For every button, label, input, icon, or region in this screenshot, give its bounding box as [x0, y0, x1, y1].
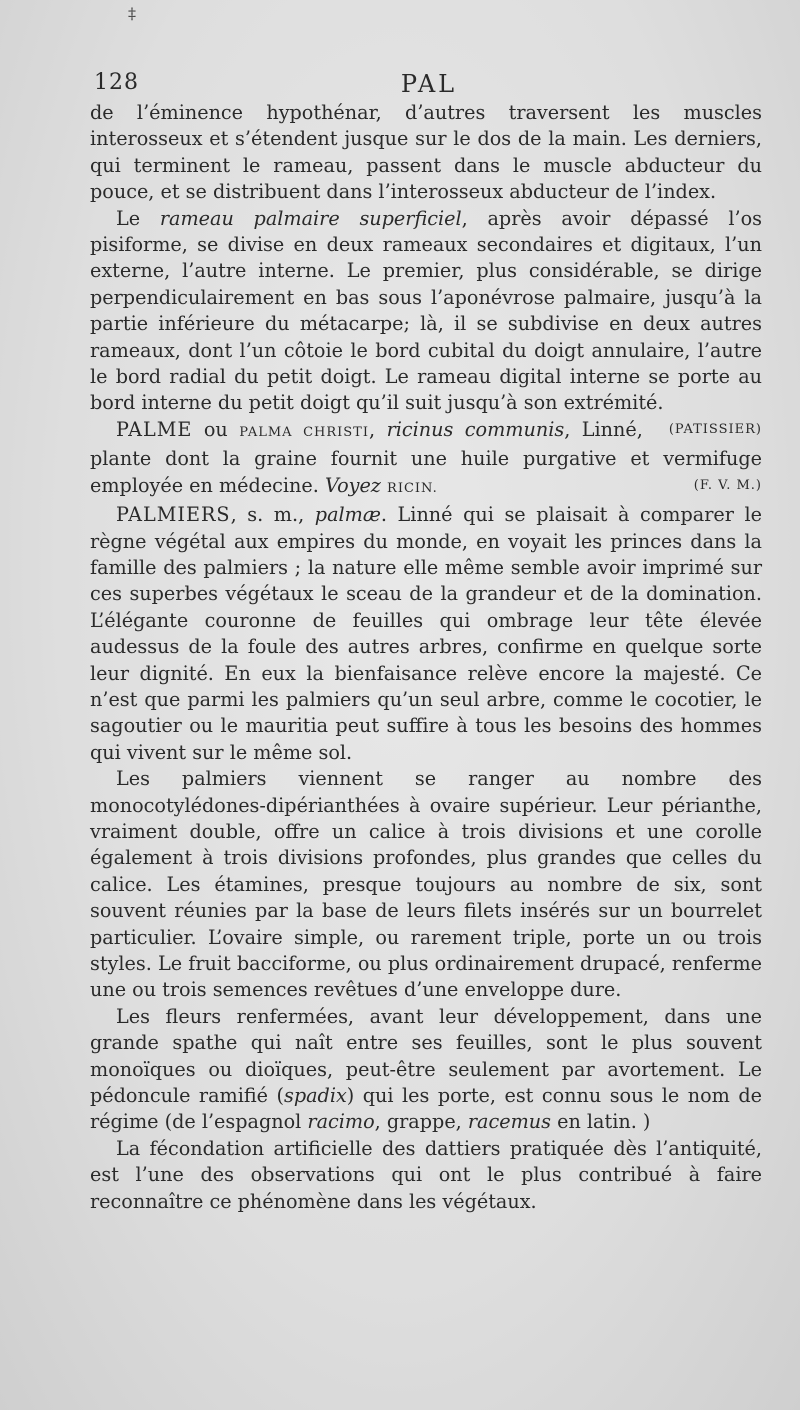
entry-palmiers — [90, 502, 762, 766]
p6-spadix: spadix — [283, 1084, 347, 1108]
p3-voyez: Voyez — [324, 473, 381, 497]
paragraph-5: Les palmiers viennent se ranger au nombre des monocotylédones-dipérianthées à ovaire supérieur. Leur périanthe, vraiment double, offre un calice à trois divisions et une corolle également à trois divisions profondes, plus grandes que celles du calice. Les étamines, presque toujours au nombre de six, sont souvent réunies par la base de leurs filets insérés sur un bourrelet particulier. L’ovaire simple, ou rarement triple, porte un ou trois styles. Le fruit bacciforme, ou plus ordinairement drupacé, renferme une ou trois semences revêtues d’une enveloppe dure. — [90, 767, 762, 1002]
p3-attribution: (F. V. M.) — [693, 477, 762, 493]
running-head — [94, 70, 764, 100]
paragraph-7: La fécondation artificielle des dattiers pratiquée dès l’antiquité, est l’une des observations qui ont le plus contribué à faire reconnaître ce phénomène dans les végétaux. — [90, 1136, 762, 1213]
p6-racimo: racimo — [307, 1110, 375, 1134]
entry-palme-headword: PALME — [116, 417, 193, 441]
entry-palmiers-headword: PALMIERS — [116, 503, 231, 527]
p2-attribution: (PATISSIER) — [668, 421, 762, 437]
p6-racemus: racemus — [467, 1110, 551, 1134]
p6-end: en latin. ) — [551, 1110, 651, 1134]
p4-rest: . Linné qui se plaisait à comparer le règne végétal aux empires du monde, en voyait les princes dans la famille des palmiers ; la nature elle même semble avoir imprimé sur ces superbes végétaux le sceau de la grandeur et de la domination. L’élégante couronne de feuilles qui ombrage leur tête élevée audessus de la foule des autres arbres, confirme en quelque sorte leur dignité. En eux la bienfaisance relève encore la majesté. Ce n’est que parmi les palmiers qu’un seul arbre, comme le cocotier, le sagoutier ou le mauritia peut suffire à tous les besoins des hommes qui vivent sur le même sol. — [90, 503, 762, 764]
p6-start: Les fleurs renfermées, avant leur développement, dans une grande spathe qui naît entre ses feuilles, sont le plus souvent monoïques ou dioïques, peut-être seulement par avortement. Le pédoncule ramifié ( — [90, 1004, 762, 1108]
p3-comma: , — [368, 417, 387, 441]
body-text — [90, 100, 762, 1215]
paragraph-1: de l’éminence hypothénar, d’autres traversent les muscles interosseux et s’étendent jusque sur le dos de la main. Les derniers, qui terminent le rameau, passent dans le muscle abducteur du pouce, et se distribuent dans l’interosseux abducteur de l’index. — [90, 101, 762, 204]
page-number: 128 — [94, 70, 139, 95]
p4-latin: palmæ — [314, 503, 381, 527]
running-title: PAL — [400, 70, 458, 98]
p2-term: rameau palmaire superficiel — [159, 206, 462, 230]
p3-small-caps: PALMA CHRISTI — [239, 424, 369, 440]
p6-mid: ) qui les porte, est connu sous le nom de régime (de l’espagnol — [90, 1084, 762, 1134]
p3-latin: ricinus communis — [386, 417, 565, 441]
p4-mid: , s. m., — [230, 503, 315, 527]
p2-rest: , après avoir dépassé l’os pisiforme, se divise en deux rameaux secondaires et digitaux, l’un externe, l’autre interne. Le premier, plus considérable, se dirige perpendiculairement en bas sous l’aponévrose palmaire, jusqu’à la partie inférieure du métacarpe; là, il se subdivise en deux autres rameaux, dont l’un côtoie le bord cubital du doigt annulaire, l’autre le bord radial du petit doigt. Le rameau digital interne se porte au bord interne du petit doigt qu’il suit jusqu’à son extrémité. — [90, 206, 762, 415]
p3-or: ou — [192, 417, 240, 441]
paragraph-6 — [90, 1004, 762, 1136]
p2-start: Le — [116, 206, 160, 230]
p6-mid2: , grappe, — [374, 1110, 468, 1134]
p3-rest: , Linné, plante dont la graine fournit une huile purgative et vermifuge employée en médecine. — [90, 417, 762, 497]
p3-cross-reference: RICIN. — [387, 480, 438, 496]
page-mark: ‡ — [128, 4, 136, 23]
